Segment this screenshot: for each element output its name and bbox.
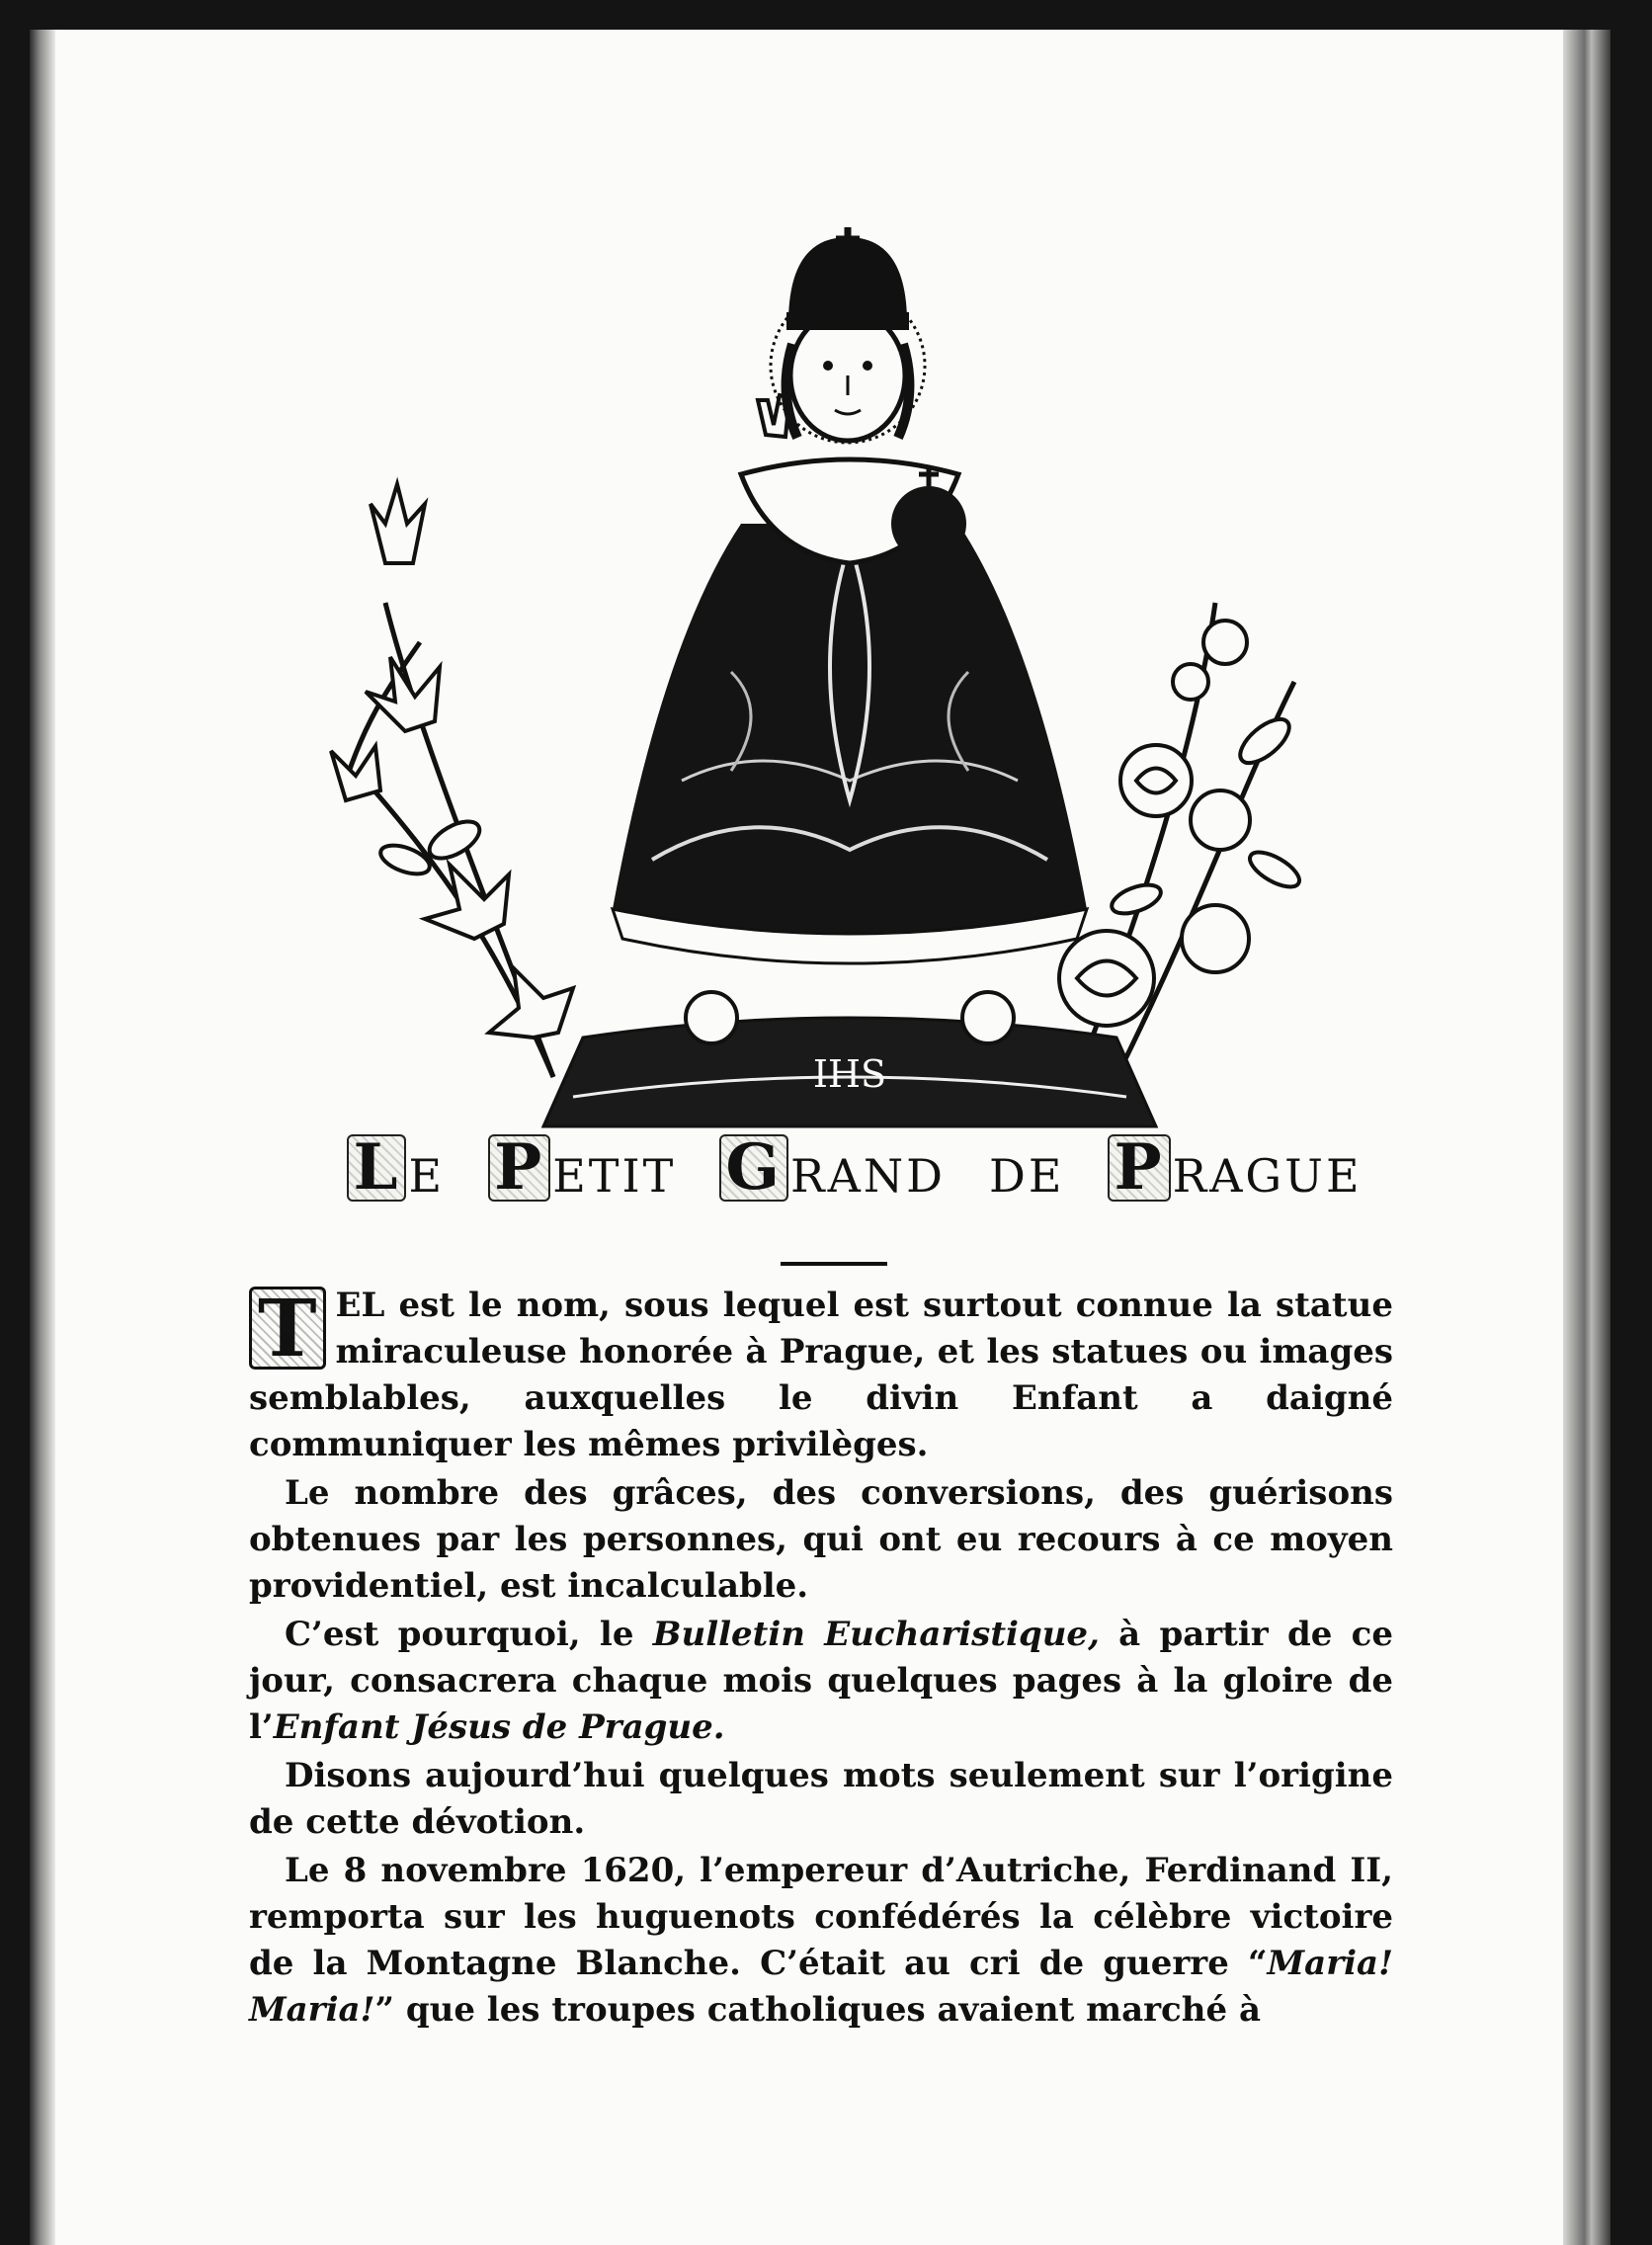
title-rest: DE (988, 1149, 1065, 1203)
lead-in: EL (335, 1286, 385, 1325)
italic-title: Bulletin Eucharistique, (652, 1615, 1100, 1654)
paragraph-2 (249, 1470, 1393, 1610)
title-word-4 (989, 1134, 1064, 1202)
italic-quote: Maria! Maria! (249, 1944, 1393, 2030)
page-edge (1563, 30, 1611, 2245)
paragraph-text: à partir de ce jour, consacrera chaque mois quelques pages à la gloire de l’ (249, 1615, 1393, 1747)
title-initial: G (719, 1134, 788, 1202)
page-gutter-shadow (30, 30, 55, 2245)
paragraph-3 (249, 1612, 1393, 1751)
lily-flowers-left (331, 484, 573, 1038)
cherub-right (962, 992, 1014, 1043)
title-word-1 (347, 1130, 446, 1205)
title-rest: RAGUE (1172, 1149, 1363, 1203)
paragraph-1 (249, 1283, 1393, 1468)
cherub-left (686, 992, 737, 1043)
drop-cap: T (249, 1287, 326, 1370)
title-word-3 (719, 1130, 946, 1205)
title-initial: L (347, 1134, 406, 1202)
title-rest: ETIT (552, 1149, 677, 1203)
crown-icon (786, 227, 909, 330)
statue-robe (613, 524, 1087, 963)
italic-title: Enfant Jésus de Prague. (273, 1707, 725, 1747)
paragraph-text: Le 8 novembre 1620, l’empereur d’Autriche, Ferdinand II, remporta sur les huguenots confédérés la célèbre victoire de la Montagne Blanche. C’était au cri de guerre “ (249, 1851, 1393, 1983)
title-initial: P (1108, 1134, 1170, 1202)
title-rest: RAND (789, 1149, 946, 1203)
title-word-2 (488, 1130, 677, 1205)
rose-flowers-right (1059, 621, 1304, 1026)
paragraph-text: Le nombre des grâces, des conversions, des guérisons obtenues par les personnes, qui ont eu recours à ce moyen providentiel, est incalculable. (249, 1473, 1393, 1606)
paragraph-text: est le nom, sous lequel est surtout connue la statue miraculeuse honorée à Prague, et les statues ou images semblables, auxquelles le divin Enfant a daigné communiquer les mêmes privilèges. (249, 1286, 1393, 1464)
statue-illustration (326, 227, 1373, 1146)
paragraph-5 (249, 1848, 1393, 2034)
svg-text:IHS: IHS (812, 1052, 887, 1096)
title-initial: P (488, 1134, 550, 1202)
statue-base (543, 992, 1156, 1126)
paragraph-text: ” que les troupes catholiques avaient marché à (374, 1990, 1261, 2030)
title-rest: E (408, 1149, 446, 1203)
paragraph-text: Disons aujourd’hui quelques mots seulement sur l’origine de cette dévotion. (249, 1756, 1393, 1842)
book-page (30, 30, 1611, 2245)
article-body (249, 1283, 1393, 2036)
paragraph-4 (249, 1753, 1393, 1846)
paragraph-text: C’est pourquoi, le (285, 1615, 653, 1654)
title-rule (781, 1262, 887, 1266)
title-word-5 (1108, 1130, 1363, 1205)
page-title (353, 1130, 1363, 1205)
